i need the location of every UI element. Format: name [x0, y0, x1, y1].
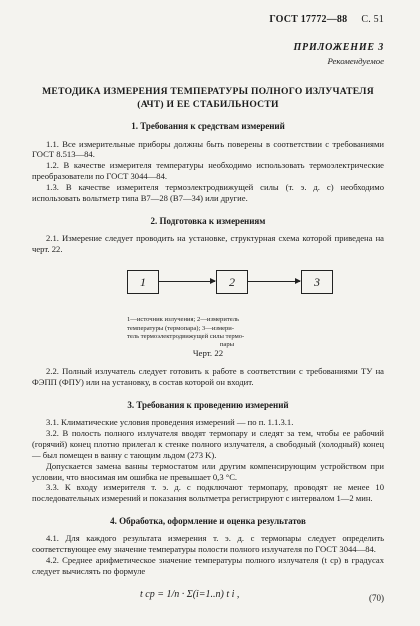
- formula-rhs: 1/n · Σ(i=1..n) t i ,: [166, 588, 240, 600]
- arrow-2-to-3: [248, 281, 300, 282]
- paragraph-3-1: 3.1. Климатические условия проведения измерений — по п. 1.1.3.1.: [46, 417, 294, 428]
- formula-expression: [140, 589, 239, 602]
- diagram-block-1: 1: [127, 270, 159, 294]
- structural-diagram: [32, 270, 384, 362]
- paragraph-4-1: 4.1. Для каждого результата измерения т. э. д. с термопары следует определить соответствующее ему значение температуры полости полного излучателя по ГОСТ 3044—84.: [32, 533, 384, 555]
- paragraph-1-3: 1.3. В качестве измерителя термоэлектродвижущей силы (т. э. д. с) необходимо использовать вольтметр типа В7—28 (В7—34) или другие.: [32, 181, 384, 203]
- formula-70: [32, 583, 384, 623]
- paragraph-3-2: 3.2. В полость полного излучателя вводят термопару и следят за тем, чтобы ее рабочий (горячий) конец плотно прилегал к стенке полного излучателя, а свободный (холодный) конец — был помещен в ванну с тающим льдом (273 K).: [32, 428, 384, 460]
- paragraph-4-2: 4.2. Среднее арифметическое значение температуры полного излучателя (t ср) в градусах следует вычислять по формуле: [32, 555, 384, 576]
- title-line-1: МЕТОДИКА ИЗМЕРЕНИЯ ТЕМПЕРАТУРЫ ПОЛНОГО ИЗЛУЧАТЕЛЯ: [42, 86, 374, 98]
- paragraph-2-2: 2.2. Полный излучатель следует готовить к работе в соответствии с требованиями ТУ на ФЭПП (ФПУ) или на установку, в состав которой он входит.: [32, 366, 384, 388]
- arrow-1-to-2: [159, 281, 215, 282]
- document-title: [32, 86, 384, 111]
- page-header: [32, 14, 384, 27]
- section-4-heading: 4. Обработка, оформление и оценка результатов: [110, 516, 306, 527]
- legend-line: 1—источник излучения; 2—измеритель: [127, 316, 239, 324]
- appendix-status: Рекомендуемое: [327, 56, 384, 67]
- section-3-heading: 3. Требования к проведению измерений: [127, 400, 289, 411]
- legend-line: тель термоэлектродвижущей силы термо-: [127, 332, 245, 340]
- paragraph-1-1: 1.1. Все измерительные приборы должны быть поверены в соответствии с требованиями ГОСТ 8.513—84.: [32, 138, 384, 160]
- paragraph-1-2: 1.2. В качестве измерителя температуры необходимо использовать термоэлектрические преобразователи по ГОСТ 3044—84.: [32, 160, 384, 182]
- title-line-2: (АЧТ) И ЕЕ СТАБИЛЬНОСТИ: [137, 98, 279, 110]
- formula-lhs: t ср =: [140, 588, 167, 600]
- paragraph-2-1: 2.1. Измерение следует проводить на установке, структурная схема которой приведена на черт. 22.: [32, 232, 384, 254]
- section-2-heading: 2. Подготовка к измерениям: [150, 215, 266, 226]
- appendix-title: ПРИЛОЖЕНИЕ 3: [293, 41, 384, 53]
- page-number: С. 51: [361, 14, 384, 25]
- diagram-block-2: 2: [216, 270, 248, 294]
- figure-caption: Черт. 22: [192, 348, 224, 359]
- section-1-heading: 1. Требования к средствам измерений: [131, 121, 285, 132]
- formula-number: (70): [369, 592, 384, 603]
- standard-number: ГОСТ 17772—88: [269, 14, 348, 25]
- legend-line: пары: [219, 340, 235, 348]
- diagram-legend: [127, 316, 327, 348]
- diagram-block-3: 3: [301, 270, 333, 294]
- legend-line: температуры (термопара); 3—измери-: [127, 324, 235, 332]
- paragraph-3-3: 3.3. К входу измерителя т. э. д. с подключают термопару, проводят не менее 10 последовательных измерений и показания вольтметра регистрируют с интервалом 1—2 мин.: [32, 482, 384, 504]
- paragraph-3-2-note: Допускается замена ванны термостатом или другим компенсирующим устройством при условии, что вносимая им ошибка не превышает 0,3 °С.: [32, 460, 384, 482]
